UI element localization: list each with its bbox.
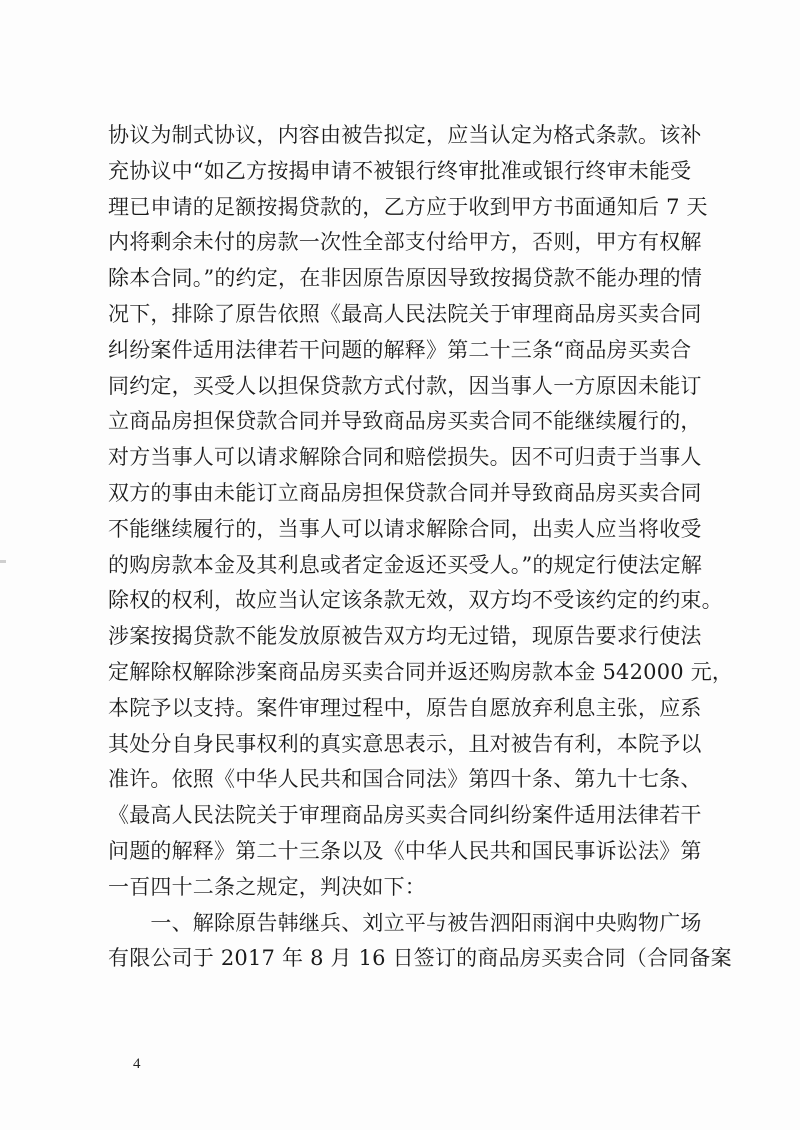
text-line: 纠纷案件适用法律若干问题的解释》第二十三条“商品房买卖合 xyxy=(108,337,692,362)
page-number: 4 xyxy=(133,1056,141,1072)
text-line: 本院予以支持。案件审理过程中，原告自愿放弃利息主张，应系 xyxy=(108,695,702,720)
text-line: 涉案按揭贷款不能发放原被告双方均无过错，现原告要求行使法 xyxy=(108,624,702,649)
text-line: 不能继续履行的，当事人可以请求解除合同，出卖人应当将收受 xyxy=(108,516,702,541)
text-line: 定解除权解除涉案商品房买卖合同并返还购房款本金 542000 元， xyxy=(108,659,734,684)
text-line: 其处分自身民事权利的真实意思表示，且对被告有利，本院予以 xyxy=(108,731,702,756)
text-line: 协议为制式协议，内容由被告拟定，应当认定为格式条款。该补 xyxy=(108,123,702,147)
text-line: 《最高人民法院关于审理商品房买卖合同纠纷案件适用法律若干 xyxy=(108,803,702,828)
scan-edge-mark xyxy=(0,560,6,563)
text-line: 的购房款本金及其利息或者定金返还买受人。”的规定行使法定解 xyxy=(108,552,703,577)
text-line: 充协议中“如乙方按揭申请不被银行终审批准或银行终审未能受 xyxy=(108,158,692,183)
text-line: 除本合同。”的约定，在非因原告原因导致按揭贷款不能办理的情 xyxy=(108,266,703,291)
text-line: 有限公司于 2017 年 8 月 16 日签订的商品房买卖合同（合同备案 xyxy=(108,946,732,971)
text-line: 同约定，买受人以担保贷款方式付款，因当事人一方原因未能订 xyxy=(108,373,702,398)
text-line: 况下，排除了原告依照《最高人民法院关于审理商品房买卖合同 xyxy=(108,301,702,326)
text-line: 一百四十二条之规定，判决如下： xyxy=(108,874,426,899)
text-line: 一、解除原告韩继兵、刘立平与被告泗阳雨润中央购物广场 xyxy=(108,910,702,935)
text-line: 理已申请的足额按揭贷款的，乙方应于收到甲方书面通知后 7 天 xyxy=(108,194,708,219)
text-line: 除权的权利，故应当认定该条款无效，双方均不受该约定的约束。 xyxy=(108,588,723,613)
text-line: 立商品房担保贷款合同并导致商品房买卖合同不能继续履行的， xyxy=(108,409,702,434)
judgment-body-text xyxy=(108,118,734,977)
text-line: 双方的事由未能订立商品房担保贷款合同并导致商品房买卖合同 xyxy=(108,480,702,505)
text-line: 对方当事人可以请求解除合同和赔偿损失。因不可归责于当事人 xyxy=(108,445,702,470)
text-line: 问题的解释》第二十三条以及《中华人民共和国民事诉讼法》第 xyxy=(108,838,702,863)
text-line: 准许。依照《中华人民共和国合同法》第四十条、第九十七条、 xyxy=(108,767,702,792)
text-line: 内将剩余未付的房款一次性全部支付给甲方，否则，甲方有权解 xyxy=(108,230,702,255)
